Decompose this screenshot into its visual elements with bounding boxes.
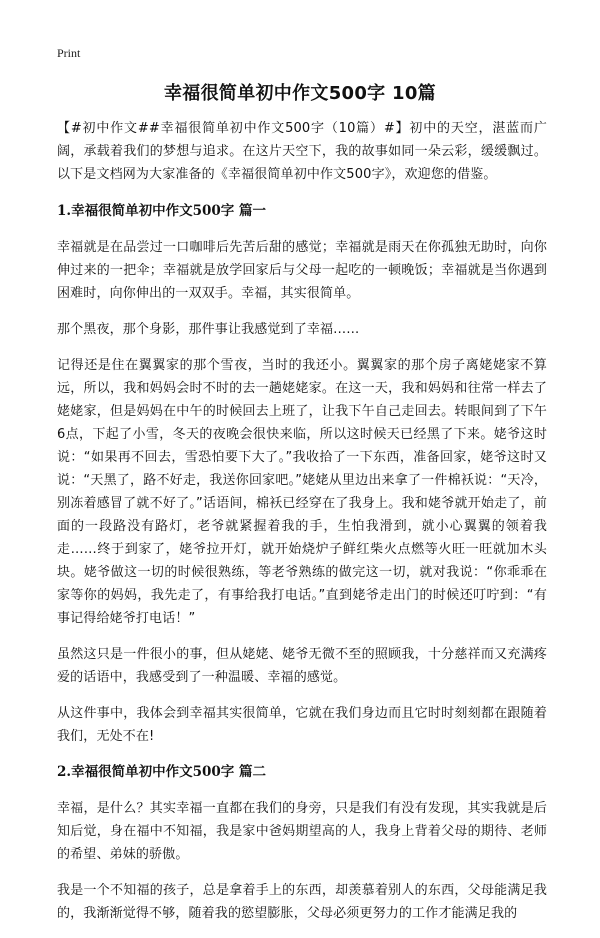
intro-paragraph: 【#初中作文##幸福很简单初中作文500字（10篇）#】初中的天空，湛蓝而广阔，承载着我们的梦想与追求。在这片天空下，我的故事如同一朵云彩，缓缓飘过。以下是文档网为大家准备的《幸福很简单初中作文500字》，欢迎您的借鉴。 [57, 121, 547, 182]
document-title: 幸福很简单初中作文500字 10篇 [164, 83, 436, 104]
paragraph: 虽然这只是一件很小的事，但从姥姥、姥爷无微不至的照顾我，十分慈祥而又充满疼爱的话语中，我感受到了一种温暖、幸福的感觉。 [57, 647, 547, 685]
document-body [57, 117, 547, 938]
paragraph: 从这件事中，我体会到幸福其实很简单，它就在我们身边而且它时时刻刻都在跟随着我们，无处不在! [57, 706, 547, 744]
print-label[interactable]: Print [57, 46, 81, 60]
section-heading-1: 1.幸福很简单初中作文500字 篇一 [57, 203, 266, 219]
paragraph: 记得还是住在翼翼家的那个雪夜，当时的我还小。翼翼家的那个房子离姥姥家不算远，所以，我和妈妈会时不时的去一趟姥姥家。在这一天，我和妈妈和往常一样去了姥姥家，但是妈妈在中午的时候回去上班了，让我下午自己走回去。转眼间到了下午6点，下起了小雪，冬天的夜晚会很快来临，所以这时候天已经黑了下来。姥爷这时说：“如果再不回去，雪恐怕要下大了。”我收拾了一下东西，准备回家，姥爷这时又说：“天黑了，路不好走，我送你回家吧。”姥姥从里边出来拿了一件棉袄说：“天冷，别冻着感冒了就不好了。”话语间，棉袄已经穿在了我身上。我和姥爷就开始走了，前面的一段路没有路灯，老爷就紧握着我的手，生怕我滑到，就小心翼翼的领着我走……终于到家了，姥爷拉开灯，就开始烧炉子鲜红柴火点燃等火旺一旺就加木头块。姥爷做这一切的时候很熟练，等老爷熟练的做完这一切，就对我说：“你乖乖在家等你的妈妈，我先走了，有事给我打电话。”直到姥爷走出门的时候还叮咛到：“有事记得给姥爷打电话！” [57, 358, 547, 626]
paragraph: 那个黑夜，那个身影，那件事让我感觉到了幸福…… [57, 322, 360, 337]
section-heading-2: 2.幸福很简单初中作文500字 篇二 [57, 764, 266, 780]
paragraph: 我是一个不知福的孩子，总是拿着手上的东西，却羡慕着别人的东西，父母能满足我的，我渐渐觉得不够，随着我的慾望膨胀，父母必须更努力的工作才能满足我的 [57, 883, 547, 921]
paragraph: 幸福就是在品尝过一口咖啡后先苦后甜的感觉；幸福就是雨天在你孤独无助时，向你伸过来的一把伞；幸福就是放学回家后与父母一起吃的一顿晚饭；幸福就是当你遇到困难时，向你伸出的一双双手。幸福，其实很简单。 [57, 240, 547, 301]
paragraph: 幸福，是什么？其实幸福一直都在我们的身旁，只是我们有没有发现，其实我就是后知后觉，身在福中不知福，我是家中爸妈期望高的人，我身上背着父母的期待、老师的希望、弟妹的骄傲。 [57, 801, 547, 862]
